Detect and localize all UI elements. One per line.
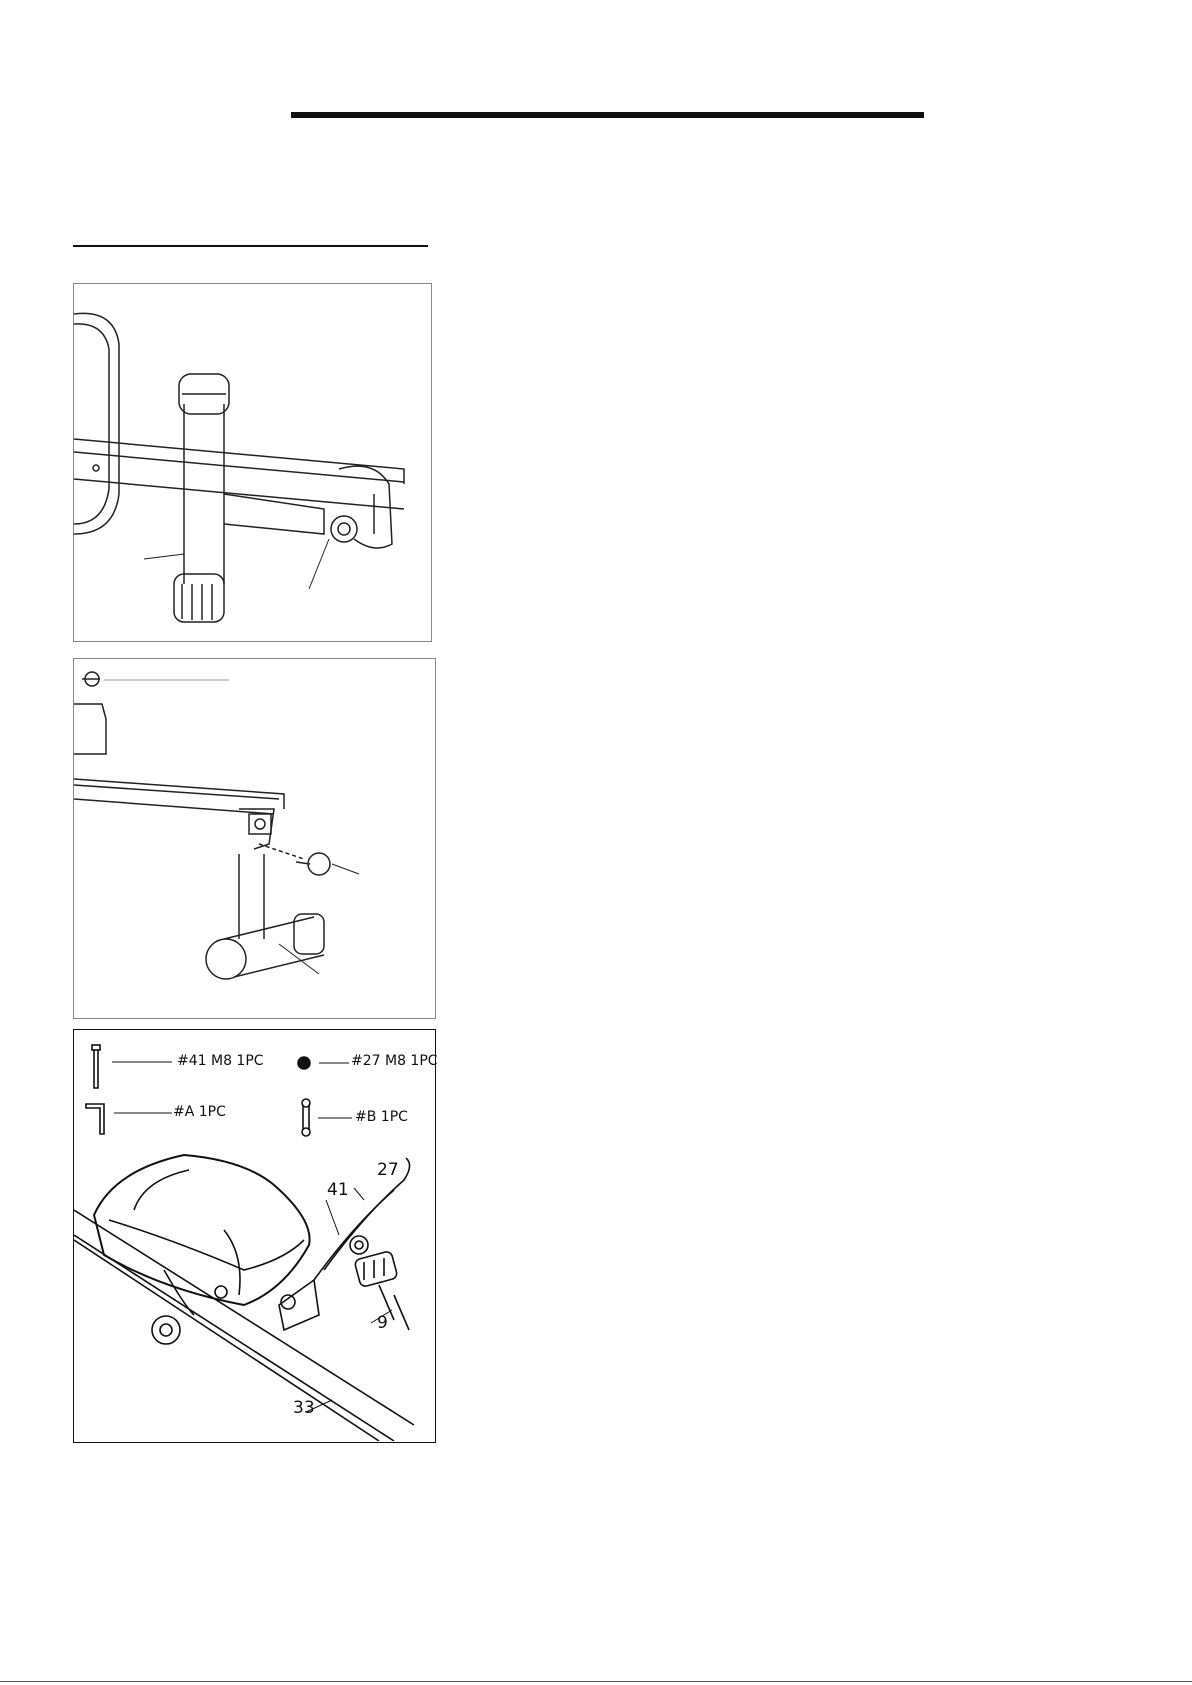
section-heading-rule xyxy=(73,245,428,247)
wrench-icon xyxy=(302,1099,310,1136)
stabilizer-clamp-illustration xyxy=(74,284,430,640)
nut-icon xyxy=(298,1057,310,1069)
assembly-figure-1 xyxy=(73,283,432,642)
callout-41: 41 xyxy=(327,1180,349,1200)
callout-33: 33 xyxy=(293,1398,315,1418)
assembly-figure-3 xyxy=(73,1029,436,1443)
hardware-label-41: #41 M8 1PC xyxy=(177,1053,264,1069)
seat-rail-illustration xyxy=(74,1030,434,1441)
front-stabilizer-illustration xyxy=(74,659,434,1017)
footer-rule xyxy=(0,1681,1192,1682)
bolt-icon xyxy=(92,1045,100,1088)
hardware-label-a: #A 1PC xyxy=(173,1104,226,1120)
title-rule xyxy=(291,112,924,118)
callout-9: 9 xyxy=(377,1313,388,1333)
hardware-label-27: #27 M8 1PC xyxy=(351,1053,438,1069)
hardware-label-b: #B 1PC xyxy=(355,1109,408,1125)
callout-27: 27 xyxy=(377,1160,399,1180)
allen-key-icon xyxy=(86,1104,104,1134)
assembly-figure-2 xyxy=(73,658,436,1019)
